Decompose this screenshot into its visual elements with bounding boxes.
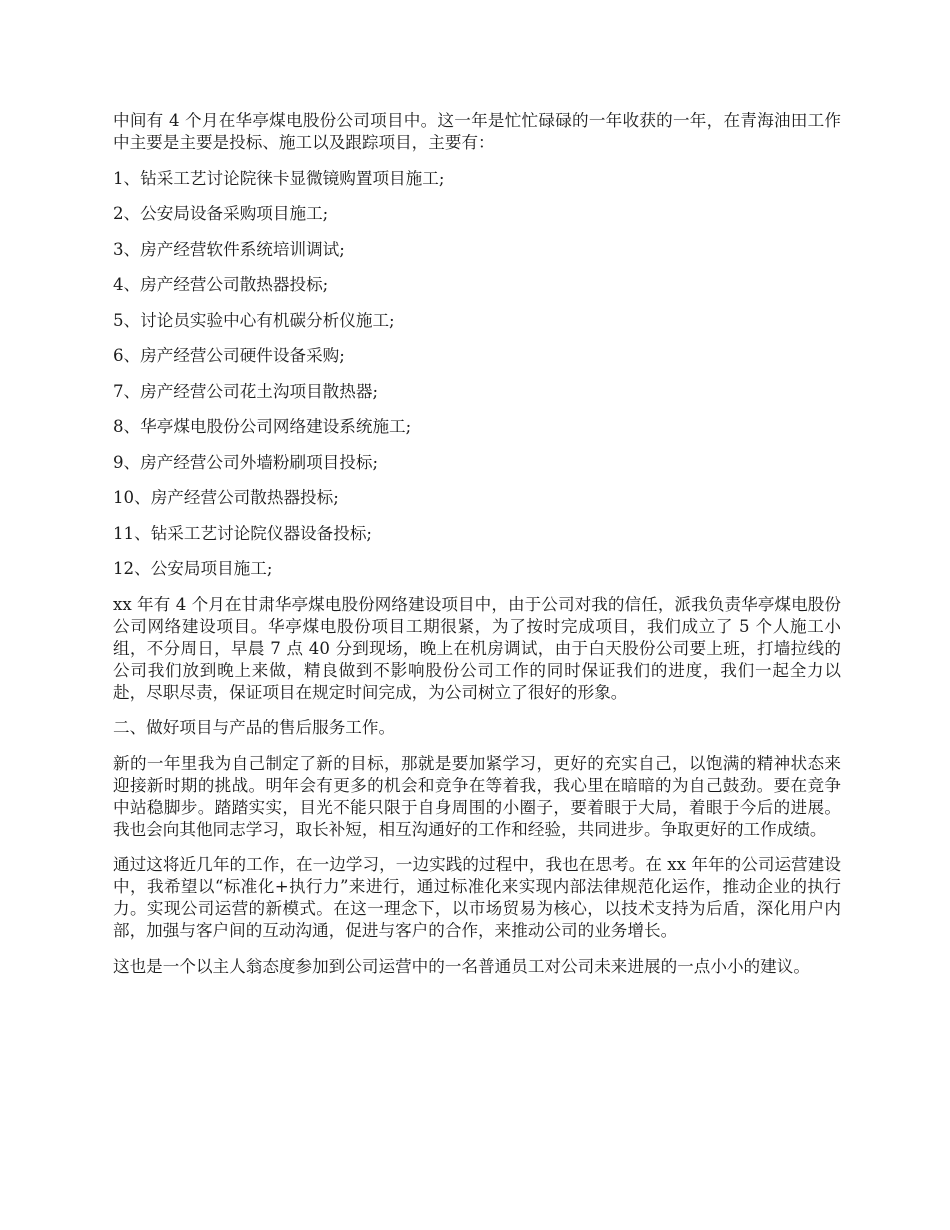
goals-paragraph: 新的一年里我为自己制定了新的目标，那就是要加紧学习，更好的充实自己，以饱满的精神状态来迎接新时期的挑战。明年会有更多的机会和竞争在等着我，我心里在暗暗的为自己鼓劲。要在竞争中站稳脚步。踏踏实实，目光不能只限于自身周围的小圈子，要着眼于大局，着眼于今后的进展。我也会向其他同志学习，取长补短，相互沟通好的工作和经验，共同进步。争取更好的工作成绩。 bbox=[113, 753, 841, 839]
thinking-paragraph: 通过这将近几年的工作，在一边学习，一边实践的过程中，我也在思考。在 xx 年年的公司运营建设中，我希望以“标准化+执行力”来进行，通过标准化来实现内部法律规范化运作，推动企业的执行力。实现公司运营的新模式。在这一理念下，以市场贸易为核心，以技术支持为后盾，深化用户内部，加强与客户间的互动沟通，促进与客户的合作，来推动公司的业务增长。 bbox=[113, 855, 841, 940]
document-page bbox=[113, 110, 841, 991]
section-heading: 二、做好项目与产品的售后服务工作。 bbox=[113, 718, 396, 737]
list-item: 2、公安局设备采购项目施工; bbox=[113, 204, 329, 223]
list-item: 3、房产经营软件系统培训调试; bbox=[113, 239, 345, 259]
gansu-project-paragraph: xx 年有 4 个月在甘肃华亭煤电股份网络建设项目中，由于公司对我的信任，派我负责华亭煤电股份公司网络建设项目。华亭煤电股份项目工期很紧，为了按时完成项目，我们成立了 5 个人施工小组，不分周日，早晨 7 点 40 分到现场，晚上在机房调试，由于白天股份公司要上班，打墙拉线的公司我们放到晚上来做，精良做到不影响股份公司工作的同时保证我们的进度，我们一起全力以赴，尽职尽责，保证项目在规定时间完成，为公司树立了很好的形象。 bbox=[113, 594, 841, 702]
list-item: 1、钻采工艺讨论院徕卡显微镜购置项目施工; bbox=[113, 168, 445, 188]
list-item: 11、钻采工艺讨论院仪器设备投标; bbox=[113, 523, 373, 543]
list-item: 4、房产经营公司散热器投标; bbox=[113, 275, 329, 294]
list-item: 8、华亭煤电股份公司网络建设系统施工; bbox=[113, 417, 412, 436]
list-item: 6、房产经营公司硬件设备采购; bbox=[113, 346, 345, 365]
list-item: 10、房产经营公司散热器投标; bbox=[113, 488, 339, 507]
closing-paragraph: 这也是一个以主人翁态度参加到公司运营中的一名普通员工对公司未来进展的一点小小的建议。 bbox=[113, 956, 810, 976]
intro-paragraph: 中间有 4 个月在华亭煤电股份公司项目中。这一年是忙忙碌碌的一年收获的一年，在青海油田工作中主要是主要是投标、施工以及跟踪项目，主要有： bbox=[113, 111, 841, 152]
list-item: 9、房产经营公司外墙粉刷项目投标; bbox=[113, 452, 379, 472]
list-item: 12、公安局项目施工; bbox=[113, 559, 273, 578]
list-item: 7、房产经营公司花土沟项目散热器; bbox=[113, 381, 379, 401]
list-item: 5、讨论员实验中心有机碳分析仪施工; bbox=[113, 310, 395, 330]
project-list bbox=[113, 168, 841, 581]
